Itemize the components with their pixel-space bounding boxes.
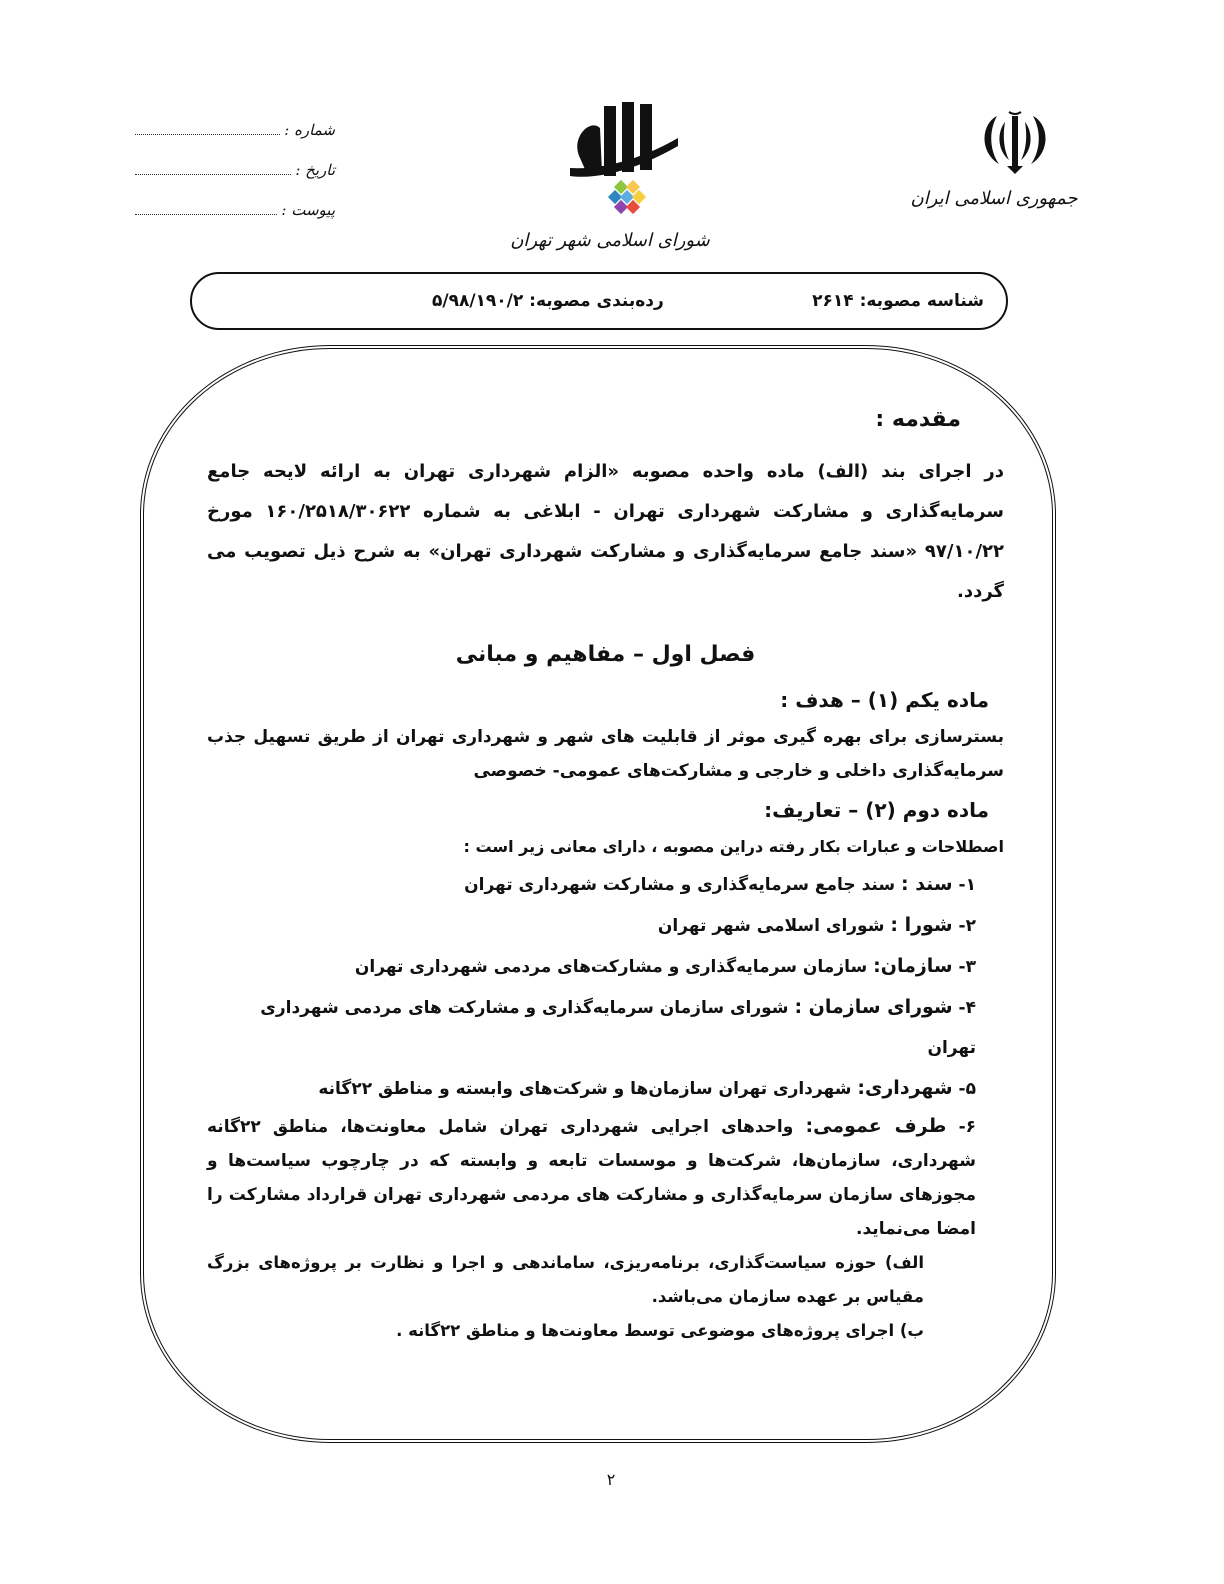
definition-number: ۱-: [958, 875, 976, 895]
resolution-id-box: [190, 272, 1008, 330]
article-2-heading: ماده دوم (۲) – تعاریف:: [764, 798, 989, 822]
definition-number: ۴-: [958, 998, 976, 1018]
number-field: [135, 115, 335, 139]
date-label: تاریخ :: [295, 161, 335, 179]
resolution-classification: رده‌بندی مصوبه: ۵/۹۸/۱۹۰/۲: [432, 291, 664, 311]
definition-item: [207, 1109, 976, 1246]
definition-number: ۵-: [958, 1079, 976, 1099]
article-2-intro: اصطلاحات و عبارات بکار رفته دراین مصوبه ، دارای معانی زیر است :: [463, 837, 1004, 856]
definition-number: ۲-: [958, 916, 976, 936]
document-body: [207, 400, 1004, 1348]
definition-text: سند جامع سرمایه‌گذاری و مشارکت شهرداری تهران: [464, 875, 896, 895]
dotted-line: [135, 173, 291, 175]
definition-term: شهرداری:: [857, 1077, 953, 1099]
council-name: شورای اسلامی شهر تهران: [510, 230, 710, 251]
definition-item: [207, 987, 976, 1068]
definition-term: شورای سازمان :: [794, 996, 953, 1018]
article-1-body: بسترسازی برای بهره گیری موثر از قابلیت های شهر و شهرداری تهران از طریق تسهیل جذب سرمایه‌گذاری داخلی و خارجی و مشارکت‌های عمومی- خصوصی: [207, 727, 1004, 781]
date-field: [135, 155, 335, 179]
definition-term: سازمان:: [873, 955, 953, 977]
sub-item-b: ب) اجرای پروژه‌های موضوعی توسط معاونت‌ها و مناطق ۲۲گانه .: [396, 1321, 924, 1340]
number-label: شماره :: [284, 121, 335, 139]
dotted-line: [135, 133, 280, 135]
emblem-caption: جمهوری اسلامی ایران: [910, 188, 1078, 209]
dotted-line: [135, 213, 277, 215]
resolution-id: شناسه مصوبه: ۲۶۱۴: [812, 291, 984, 311]
definition-text: شورای سازمان سرمایه‌گذاری و مشارکت های مردمی شهرداری تهران: [260, 998, 976, 1058]
attachment-field: [135, 195, 335, 219]
attachment-label: پیوست :: [281, 201, 335, 219]
iran-emblem-icon: [975, 108, 1055, 178]
definition-text: سازمان سرمایه‌گذاری و مشارکت‌های مردمی شهرداری تهران: [354, 957, 868, 977]
tehran-council-logo: [560, 98, 680, 230]
intro-heading: مقدمه :: [875, 407, 961, 432]
article-1-heading: ماده یکم (۱) – هدف :: [780, 688, 989, 712]
page-number: ۲: [606, 1470, 616, 1489]
definition-text: شهرداری تهران سازمان‌ها و شرکت‌های وابسته و مناطق ۲۲گانه: [318, 1079, 852, 1099]
definition-item: [207, 864, 976, 905]
definition-item: [207, 905, 976, 946]
definition-item: [207, 1068, 976, 1109]
definition-term: سند :: [900, 873, 953, 895]
definition-term: طرف عمومی:: [805, 1115, 947, 1137]
definition-item: [207, 946, 976, 987]
definition-term: شورا :: [890, 914, 953, 936]
definition-text: شورای اسلامی شهر تهران: [657, 916, 885, 936]
definition-number: ۳-: [958, 957, 976, 977]
chapter-title: فصل اول – مفاهیم و مبانی: [455, 642, 756, 667]
intro-body: در اجرای بند (الف) ماده واحده مصوبه «الزام شهرداری تهران به ارائه لایحه جامع سرمایه‌گذاری و مشارکت شهرداری تهران - ابلاغی به شماره ۱۶۰/۲۵۱۸/۳۰۶۲۲ مورخ ۹۷/۱۰/۲۲ «سند جامع سرمایه‌گذاری و مشارکت شهرداری تهران» به شرح ذیل تصویب می گردد.: [207, 461, 1004, 602]
sub-item-a: الف) حوزه سیاست‌گذاری، برنامه‌ریزی، ساماندهی و اجرا و نظارت بر پروژه‌های بزرگ مقیاس بر عهده سازمان می‌باشد.: [207, 1253, 924, 1306]
definition-text: واحدهای اجرایی شهرداری تهران شامل معاونت‌ها، مناطق ۲۲گانه شهرداری، سازمان‌ها، شرکت‌ها و موسسات تابعه و وابسته که در چارچوب سیاست‌ها و مجوزهای سازمان سرمایه‌گذاری و مشارکت های مردمی شهرداری تهران قرارداد مشارکت را امضا می‌نماید.: [207, 1117, 976, 1239]
definition-number: ۶-: [958, 1117, 977, 1137]
